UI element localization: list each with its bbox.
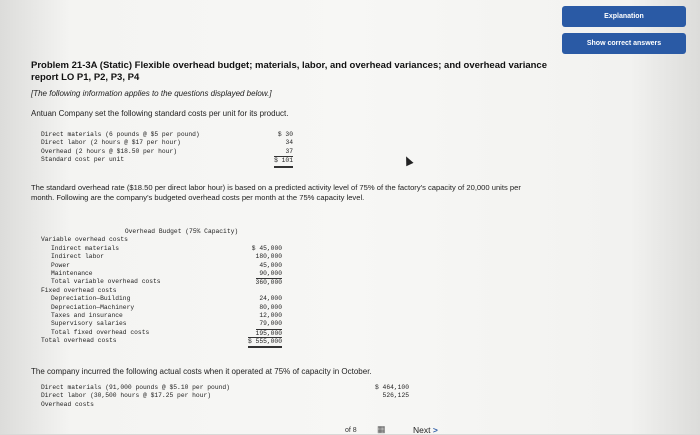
rate-description: The standard overhead rate ($18.50 per direct labor hour) is based on a predicted activity level of 75% of the factory's capacity of 20,000 units per month. Following are the company's budgeted overhead costs per month at the 75% capacity level. bbox=[31, 183, 521, 202]
table-row bbox=[41, 156, 293, 164]
row-label: Overhead costs bbox=[41, 400, 94, 408]
row-label: Direct labor (2 hours @ $17 per hour) bbox=[41, 139, 181, 147]
row-label: Indirect materials bbox=[51, 244, 120, 252]
table-row bbox=[41, 337, 282, 345]
table-row bbox=[41, 295, 282, 303]
table-row bbox=[41, 148, 293, 156]
row-label: Indirect labor bbox=[51, 253, 104, 261]
row-value: 195,000 bbox=[255, 329, 282, 337]
section-heading: Variable overhead costs bbox=[41, 236, 128, 244]
row-label: Supervisory salaries bbox=[51, 320, 127, 328]
table-row bbox=[41, 329, 282, 337]
standard-costs-table bbox=[41, 131, 293, 165]
show-correct-answers-button[interactable]: Show correct answers bbox=[562, 33, 686, 54]
row-value: 360,000 bbox=[255, 279, 282, 287]
row-value: 180,000 bbox=[255, 253, 282, 261]
row-label: Total overhead costs bbox=[41, 337, 117, 345]
row-label: Depreciation—Machinery bbox=[51, 303, 135, 311]
problem-title: Problem 21-3A (Static) Flexible overhead budget; materials, labor, and overhead variances; and overhead variance report LO P1, P2, P3, P4 bbox=[31, 60, 547, 83]
table-row bbox=[41, 245, 282, 253]
row-value: 37 bbox=[285, 147, 293, 155]
row-value: 526,125 bbox=[382, 392, 409, 400]
row-label: Depreciation—Building bbox=[51, 295, 131, 303]
actual-costs-intro: The company incurred the following actual costs when it operated at 75% of capacity in October. bbox=[31, 367, 372, 376]
table-row bbox=[41, 312, 282, 320]
mouse-cursor-icon bbox=[402, 155, 413, 167]
row-label: Standard cost per unit bbox=[41, 156, 125, 164]
table-row bbox=[41, 320, 282, 328]
explanation-button[interactable]: Explanation bbox=[562, 6, 686, 27]
budget-header: Overhead Budget (75% Capacity) bbox=[124, 228, 239, 235]
grid-icon[interactable]: ▦ bbox=[377, 424, 386, 434]
row-label: Maintenance bbox=[51, 269, 93, 277]
problem-intro: Antuan Company set the following standard costs per unit for its product. bbox=[31, 109, 289, 118]
table-row bbox=[41, 278, 282, 286]
row-label: Total variable overhead costs bbox=[51, 278, 161, 286]
row-value: 12,000 bbox=[259, 311, 282, 319]
row-value: $ 555,000 bbox=[248, 337, 282, 348]
question-navigation bbox=[285, 418, 475, 434]
row-value: 79,000 bbox=[259, 320, 282, 328]
row-label: Direct materials (6 pounds @ $5 per pound) bbox=[41, 131, 200, 138]
table-row bbox=[41, 139, 293, 147]
table-row bbox=[41, 401, 409, 409]
row-label: Total fixed overhead costs bbox=[51, 328, 150, 336]
row-value: 34 bbox=[285, 139, 293, 147]
row-value: $ 464,100 bbox=[374, 384, 409, 391]
row-value: $ 45,000 bbox=[251, 244, 282, 252]
overhead-budget-table bbox=[41, 228, 282, 345]
table-row bbox=[41, 384, 409, 392]
row-value: 45,000 bbox=[259, 261, 282, 269]
page-of-label: of 8 bbox=[345, 427, 357, 434]
table-row bbox=[41, 262, 282, 270]
row-label: Direct labor (30,500 hours @ $17.25 per hour) bbox=[41, 392, 212, 400]
row-label: Taxes and insurance bbox=[51, 311, 123, 319]
row-value: 24,000 bbox=[259, 295, 282, 303]
table-row bbox=[41, 270, 282, 278]
problem-note: [The following information applies to the questions displayed below.] bbox=[31, 89, 272, 98]
row-label: Power bbox=[51, 261, 70, 269]
row-label: Direct materials (91,000 pounds @ $5.10 per pound) bbox=[41, 384, 230, 391]
row-value: 80,000 bbox=[259, 303, 282, 311]
actual-costs-table bbox=[41, 384, 409, 409]
table-row bbox=[41, 392, 409, 400]
table-row bbox=[41, 253, 282, 261]
section-heading: Fixed overhead costs bbox=[41, 286, 117, 294]
row-label: Overhead (2 hours @ $18.50 per hour) bbox=[41, 147, 178, 155]
next-label: Next bbox=[413, 425, 431, 435]
row-value: 90,000 bbox=[259, 269, 282, 277]
table-row bbox=[41, 131, 293, 139]
row-value: $ 30 bbox=[277, 131, 293, 138]
table-row bbox=[41, 304, 282, 312]
chevron-right-icon: > bbox=[432, 425, 438, 435]
row-value: $ 101 bbox=[274, 156, 293, 167]
